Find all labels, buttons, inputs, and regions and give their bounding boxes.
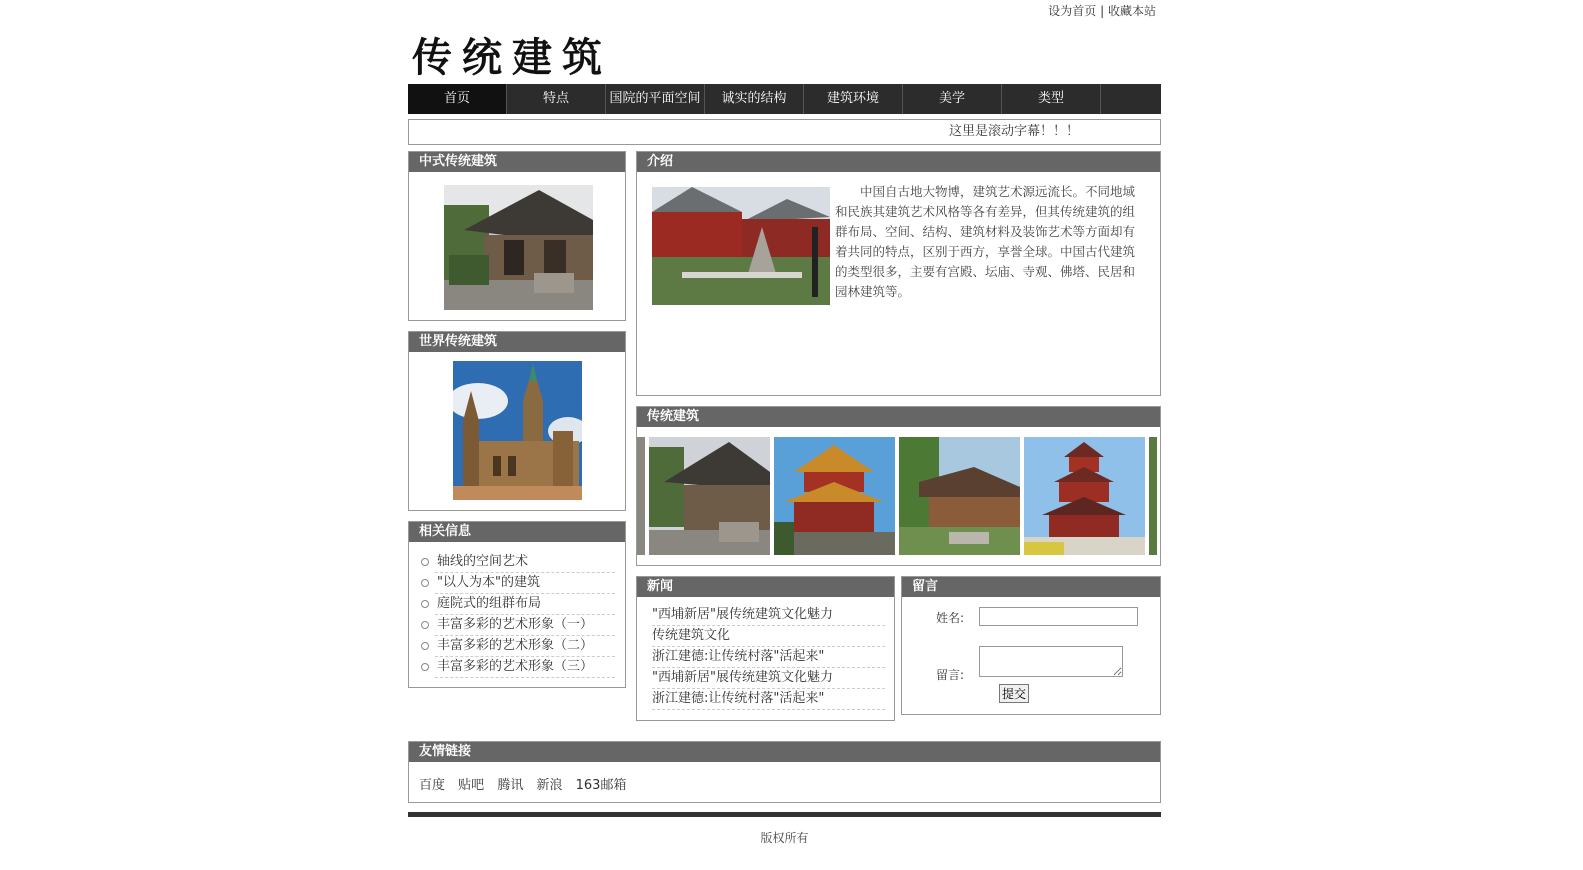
friend-link-sina[interactable]: 新浪 bbox=[536, 778, 563, 793]
gallery-title: 传统建筑 bbox=[637, 407, 1160, 427]
related-info-box bbox=[408, 521, 626, 688]
message-box bbox=[901, 576, 1161, 715]
related-info-title: 相关信息 bbox=[409, 522, 625, 542]
top-links bbox=[1048, 2, 1156, 19]
page-container bbox=[408, 0, 1161, 870]
bullet-icon bbox=[421, 558, 429, 566]
gallery-photo-garden[interactable] bbox=[899, 437, 1020, 555]
friend-link-tencent[interactable]: 腾讯 bbox=[497, 778, 524, 793]
intro-title: 介绍 bbox=[637, 152, 1160, 172]
list-item-label: 丰富多彩的艺术形象（三） bbox=[437, 659, 594, 674]
gallery-photo-house[interactable] bbox=[649, 437, 770, 555]
marquee-text: 这里是滚动字幕！！！ bbox=[949, 124, 1080, 139]
intro-text: 中国自古地大物博，建筑艺术源远流长。不同地域和民族其建筑艺术风格等各有差异，但其传统建筑的组群布局、空间、结构、建筑材料及装饰艺术等方面却有着共同的特点，区别于西方，享誉全球。中国古代建筑的类型很多，主要有宫殿、坛庙、寺观、佛塔、民居和园林建筑等。 bbox=[835, 184, 1136, 299]
friend-link-baidu[interactable]: 百度 bbox=[419, 778, 446, 793]
gallery-photo-partial-right bbox=[1149, 437, 1157, 555]
list-item[interactable] bbox=[435, 573, 615, 594]
friend-links-box bbox=[408, 741, 1161, 803]
news-item[interactable]: 浙江建德:让传统村落"活起来" bbox=[652, 647, 885, 668]
bullet-icon bbox=[421, 642, 429, 650]
gallery-box bbox=[636, 406, 1161, 566]
world-architecture-title: 世界传统建筑 bbox=[409, 332, 625, 352]
message-textarea[interactable] bbox=[979, 646, 1123, 677]
list-item-label: "以人为本"的建筑 bbox=[437, 575, 540, 590]
chinese-architecture-title: 中式传统建筑 bbox=[409, 152, 625, 172]
news-item[interactable]: 传统建筑文化 bbox=[652, 626, 885, 647]
nav-item-structure[interactable]: 诚实的结构 bbox=[705, 84, 804, 114]
scrolling-marquee bbox=[408, 119, 1161, 145]
friend-link-163mail[interactable]: 163邮箱 bbox=[575, 778, 627, 793]
list-item[interactable] bbox=[435, 636, 615, 657]
news-box bbox=[636, 576, 895, 721]
chinese-house-photo[interactable] bbox=[444, 185, 593, 310]
bookmark-link[interactable]: 收藏本站 bbox=[1107, 4, 1156, 18]
gallery-photo-partial-left bbox=[637, 437, 645, 555]
news-title: 新闻 bbox=[637, 577, 894, 597]
footer-divider bbox=[408, 812, 1161, 817]
name-input[interactable] bbox=[979, 607, 1138, 626]
friend-links-row bbox=[419, 774, 635, 793]
world-architecture-box bbox=[408, 331, 626, 511]
courtyard-photo[interactable] bbox=[652, 187, 830, 305]
intro-box bbox=[636, 151, 1161, 396]
set-home-link[interactable]: 设为首页 bbox=[1048, 4, 1097, 18]
list-item[interactable] bbox=[435, 594, 615, 615]
site-logo: 传统建筑 bbox=[412, 34, 612, 81]
cathedral-photo[interactable] bbox=[453, 361, 582, 500]
nav-item-aesthetics[interactable]: 美学 bbox=[903, 84, 1002, 114]
bullet-icon bbox=[421, 579, 429, 587]
news-item[interactable]: "西埔新居"展传统建筑文化魅力 bbox=[652, 668, 885, 689]
list-item-label: 庭院式的组群布局 bbox=[437, 596, 542, 611]
list-item-label: 丰富多彩的艺术形象（二） bbox=[437, 638, 594, 653]
list-item-label: 丰富多彩的艺术形象（一） bbox=[437, 617, 594, 632]
chinese-architecture-box bbox=[408, 151, 626, 321]
bullet-icon bbox=[421, 621, 429, 629]
news-item[interactable]: "西埔新居"展传统建筑文化魅力 bbox=[652, 605, 885, 626]
message-title: 留言 bbox=[902, 577, 1160, 597]
nav-item-courtyard-space[interactable]: 国院的平面空间 bbox=[606, 84, 705, 114]
news-item[interactable]: 浙江建德:让传统村落"活起来" bbox=[652, 689, 885, 710]
gallery-photo-pavilion[interactable] bbox=[774, 437, 895, 555]
submit-button[interactable]: 提交 bbox=[999, 684, 1029, 703]
bullet-icon bbox=[421, 663, 429, 671]
nav-item-environment[interactable]: 建筑环境 bbox=[804, 84, 903, 114]
gallery-photo-tower[interactable] bbox=[1024, 437, 1145, 555]
bullet-icon bbox=[421, 600, 429, 608]
related-info-list bbox=[435, 552, 615, 678]
friend-links-title: 友情链接 bbox=[409, 742, 1160, 762]
news-list bbox=[652, 605, 885, 710]
list-item[interactable] bbox=[435, 657, 615, 678]
list-item-label: 轴线的空间艺术 bbox=[437, 554, 529, 569]
nav-item-features[interactable]: 特点 bbox=[507, 84, 606, 114]
list-item[interactable] bbox=[435, 552, 615, 573]
nav-item-types[interactable]: 类型 bbox=[1002, 84, 1101, 114]
friend-link-tieba[interactable]: 贴吧 bbox=[458, 778, 485, 793]
list-item[interactable] bbox=[435, 615, 615, 636]
main-nav bbox=[408, 84, 1161, 114]
copyright-text: 版权所有 bbox=[760, 831, 809, 845]
top-links-separator: | bbox=[1100, 4, 1105, 18]
name-label: 姓名: bbox=[936, 611, 965, 625]
message-label: 留言: bbox=[936, 668, 965, 682]
nav-item-home[interactable]: 首页 bbox=[408, 84, 507, 114]
